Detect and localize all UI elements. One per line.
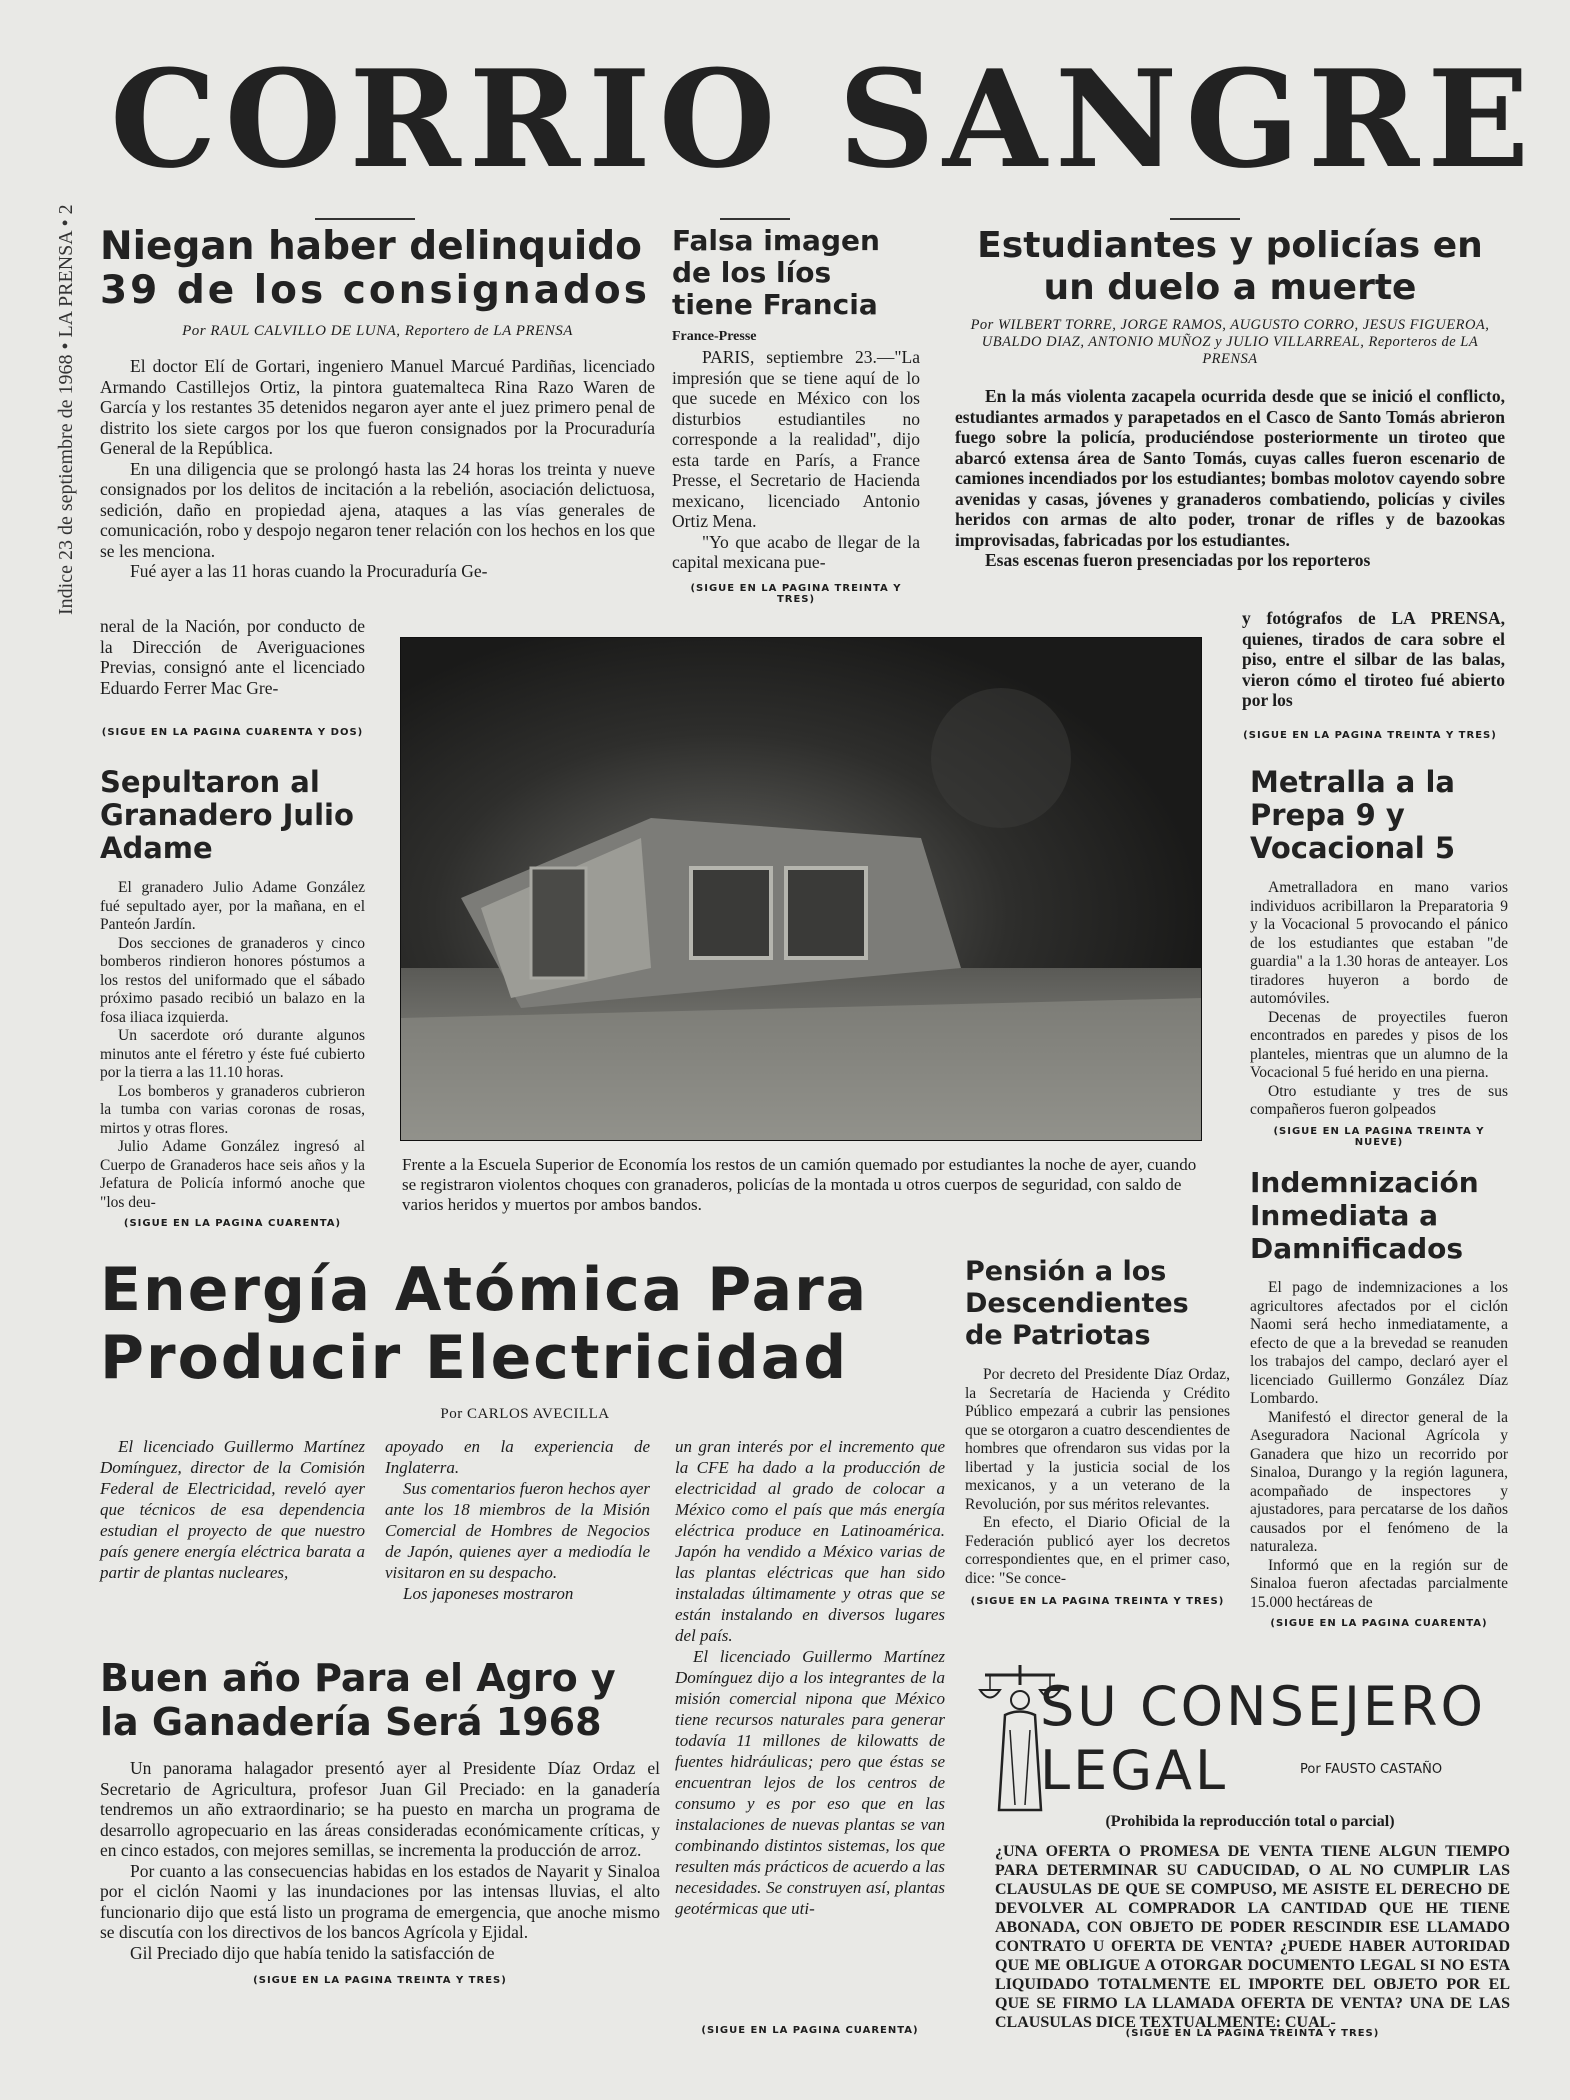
paragraph: Un sacerdote oró durante algunos minutos ante el féretro y éste fué cubierto por la tierra a las 11.10 horas.: [100, 1027, 365, 1081]
paragraph: En la más violenta zacapela ocurrida desde que se inició el conflicto, estudiantes armados y parapetados en el Casco de Santo Tomás abrieron fuego sobre la policía, produciéndose posteriormente un tiroteo que abarcó extensa área de Santo Tomás, cuyas calles fueron escenario de camiones incendiados por los estudiantes; bombas molotov cayendo sobre avenidas y casas, jóvenes y granaderos combatiendo, policías y civiles heridos con armas de alto poder, tronar de rifles y de bazookas improvisadas, fabricadas por los estudiantes.: [955, 386, 1505, 550]
masthead: CORRIO SANGRE: [110, 40, 1538, 198]
paragraph: neral de la Nación, por conducto de la Dirección de Averiguaciones Previas, consignó ante el licenciado Eduardo Ferrer Mac Gre-: [100, 616, 365, 698]
byline: Por RAUL CALVILLO DE LUNA, Reportero de LA PRENSA: [182, 323, 573, 339]
paragraph: PARIS, septiembre 23.—"La impresión que se tiene aquí de lo que sucede en México con los disturbios estudiantiles no corresponde a la realidad", dijo esta tarde en París, a France Presse, el Secretario de Hacienda mexicano, licenciado Antonio Ortiz Mena.: [672, 347, 920, 531]
article-body: [100, 356, 655, 582]
article-body: [1250, 1279, 1508, 1612]
article-pension: [965, 1256, 1230, 1607]
article-energia: [100, 1256, 950, 1392]
continuation-note: (SIGUE EN LA PAGINA CUARENTA Y DOS): [101, 727, 364, 738]
article-energia-col1: [100, 1436, 365, 1583]
headline: 39 de los consignados: [100, 268, 650, 313]
legal-note: (Prohibida la reproducción total o parcial): [1105, 1813, 1395, 1830]
divider: [1170, 218, 1240, 220]
article-body: [100, 879, 365, 1212]
continuation-note: (SIGUE EN LA PAGINA TREINTA Y TRES): [970, 1596, 1225, 1607]
paragraph: Esas escenas fueron presenciadas por los reporteros: [985, 550, 1371, 570]
byline: Por WILBERT TORRE, JORGE RAMOS, AUGUSTO CORRO, JESUS FIGUEROA, UBALDO DIAZ, ANTONIO MUÑOZ y JULIO VILLARREAL, Reporteros de LA PRENSA: [970, 317, 1490, 367]
paragraph: Un panorama halagador presentó ayer al Presidente Díaz Ordaz el Secretario de Agricultura, profesor Juan Gil Preciado: en la ganadería tendremos un año extraordinario; se ha puesto en marcha un programa de desarrollo agropecuario en las áreas consideradas económicamente críticas, y en cinco estados, con mejores semillas, se incrementa la producción de arroz.: [100, 1758, 660, 1860]
headline: Pensión a los Descendientes de Patriotas: [965, 1256, 1189, 1351]
headline: Producir Electricidad: [100, 1323, 849, 1393]
article-falsa-imagen: [672, 225, 920, 605]
headline: Metralla a la Prepa 9 y Vocacional 5: [1250, 765, 1456, 865]
headline: Niegan haber delinquido: [100, 224, 642, 269]
paragraph: En efecto, el Diario Oficial de la Federación publicó ayer los decretos correspondientes que, en el primer caso, dice: "Se conce-: [965, 1514, 1230, 1587]
paragraph: un gran interés por el incremento que la CFE ha dado a la producción de electricidad al grado de colocar a México como el país que más energía eléctrica produce en Latinoamérica. Japón ha vendido a México varias de las plantas eléctricas que han sido instaladas últimamente y otras que se están instalando en diversos lugares del país.: [675, 1437, 945, 1645]
paragraph: apoyado en la experiencia de Inglaterra.: [385, 1437, 650, 1477]
paragraph: El doctor Elí de Gortari, ingeniero Manuel Marcué Pardiñas, licenciado Armando Castillejos Ortiz, la pintora guatemalteca Rina Razo Waren de García y los restantes 35 detenidos negaron ayer ante el juez primero penal de distrito los siete cargos por los que fueron consignados por la Procuraduría General de la República.: [100, 356, 655, 458]
article-niegan-continued: [100, 616, 365, 698]
article-agro: [100, 1656, 660, 1986]
continuation-note: (SIGUE EN LA PAGINA CUARENTA): [701, 2025, 919, 2036]
legal-column-title: SU CONSEJERO: [1040, 1675, 1487, 1738]
article-metralla: [1250, 766, 1508, 1148]
article-sepultaron: [100, 766, 365, 1229]
paragraph: Otro estudiante y tres de sus compañeros fueron golpeados: [1250, 1082, 1508, 1118]
byline: Por CARLOS AVECILLA: [440, 1406, 610, 1422]
article-body: [100, 1758, 660, 1963]
paragraph: y fotógrafos de LA PRENSA, quienes, tirados de cara sobre el piso, entre el silbar de las balas, vieron cómo el tiroteo fué abierto por los: [1242, 608, 1505, 710]
headline: Sepultaron al Granadero Julio Adame: [100, 765, 354, 865]
article-energia-col3: [675, 1436, 945, 1919]
headline: Energía Atómica Para: [100, 1255, 869, 1325]
article-body: [672, 347, 920, 573]
article-body: [955, 386, 1505, 571]
paragraph: Por cuanto a las consecuencias habidas en los estados de Nayarit y Sinaloa por el ciclón Naomi y las inundaciones por las intensas lluvias, el alto funcionario dijo que está listo un programa de emergencia, que anoche mismo se discutía con los directivos de los bancos Agrícola y Ejidal.: [100, 1860, 660, 1942]
article-body: [965, 1366, 1230, 1588]
burned-bus-photo: [400, 637, 1202, 1141]
continuation-note: (SIGUE EN LA PAGINA CUARENTA): [123, 1218, 342, 1229]
paragraph: Julio Adame González ingresó al Cuerpo de Granaderos hace seis años y la Jefatura de Policía informó anoche que "los deu-: [100, 1138, 365, 1211]
article-estudiantes-continued: [1242, 608, 1505, 711]
paragraph: Sus comentarios fueron hechos ayer ante los 18 miembros de la Misión Comercial de Hombres de Negocios de Japón, quienes ayer a mediodía le visitaron en su despacho.: [385, 1479, 650, 1582]
continuation-note: (SIGUE EN LA PAGINA TREINTA Y TRES): [1243, 730, 1497, 741]
legal-author: Por FAUSTO CASTAÑO: [1300, 1762, 1443, 1777]
paragraph: Dos secciones de granaderos y cinco bomberos rindieron honores póstumos a los restos del uniformado que el sábado próximo pasado recibió un balazo en la fosa iliaca izquierda.: [100, 934, 365, 1026]
continuation-note: (SIGUE EN LA PAGINA TREINTA Y TRES): [1125, 2028, 1380, 2039]
legal-question: ¿UNA OFERTA O PROMESA DE VENTA TIENE ALGUN TIEMPO PARA DETERMINAR SU CADUCIDAD, O AL NO CUMPLIR LAS CLAUSULAS DE QUE SE COMPUSO, ME ASISTE EL DERECHO DE DEVOLVER AL COMPRADOR LA CANTIDAD QUE HE TIENE ABONADA, CON OBJETO DE PODER RESCINDIR ESE LLAMADO CONTRATO U OFERTA DE VENTA? ¿PUEDE HABER AUTORIDAD QUE ME OBLIGUE A OTORGAR DOCUMENTO LEGAL SI NO ESTA LIQUIDADO TOTALMENTE EL IMPORTE DEL OBJETO POR EL QUE SE FIRMO LA LLAMADA OFERTA DE VENTA? UNA DE LAS CLAUSULAS DICE TEXTUALMENTE: CUAL-: [995, 1843, 1510, 2031]
article-estudiantes: [955, 225, 1505, 571]
divider: [315, 218, 415, 220]
paragraph: Los japoneses mostraron: [403, 1584, 574, 1603]
paragraph: Manifestó el director general de la Aseguradora Nacional Agrícola y Ganadera que hizo un recorrido por Sinaloa, Durango y la región lagunera, acompañado de inspectores y ajustadores, para percatarse de los daños causados por el fenómeno de la naturaleza.: [1250, 1408, 1508, 1555]
paragraph: Por decreto del Presidente Díaz Ordaz, la Secretaría de Hacienda y Crédito Público empezará a cubrir las pensiones que se otorgaron a cuatro descendientes de hombres que ofrendaron sus vidas por la libertad y la justicia social de los mexicanos, y a un veterano de la Revolución, por sus méritos relevantes.: [965, 1366, 1230, 1513]
article-energia-col2: [385, 1436, 650, 1604]
continuation-note: (SIGUE EN LA PAGINA TREINTA Y TRES): [253, 1975, 507, 1986]
paragraph: Fué ayer a las 11 horas cuando la Procuraduría Ge-: [130, 561, 488, 581]
paragraph: Gil Preciado dijo que había tenido la satisfacción de: [130, 1942, 495, 1963]
paragraph: Ametralladora en mano varios individuos acribillaron la Preparatoria 9 y la Vocacional 5 provocando el pánico de los estudiantes que estaban "de guardia" a la 1.30 horas de anteayer. Los tiradores huyeron a bordo de automóviles.: [1250, 879, 1508, 1007]
headline: Indemnización Inmediata a Damnificados: [1250, 1166, 1479, 1265]
paragraph: "Yo que acabo de llegar de la capital mexicana pue-: [672, 531, 920, 572]
source: France-Presse: [672, 329, 757, 344]
article-indemnizacion: [1250, 1166, 1508, 1629]
continuation-note: (SIGUE EN LA PAGINA TREINTA Y NUEVE): [1273, 1125, 1485, 1148]
photo-caption: Frente a la Escuela Superior de Economía los restos de un camión quemado por estudiantes la noche de ayer, cuando se registraron violentos choques con granaderos, policías de la montada u otros cuerpos de seguridad, con saldo de varios heridos y muertos por ambos bandos.: [402, 1155, 1197, 1214]
legal-column-title: LEGAL: [1040, 1739, 1229, 1802]
continuation-note: (SIGUE EN LA PAGINA TREINTA Y TRES): [690, 582, 902, 605]
paragraph: El licenciado Guillermo Martínez Domínguez, director de la Comisión Federal de Electricidad, reveló ayer que técnicos de esa dependencia estudian el proyecto de que nuestro país genere energía eléctrica barata a partir de plantas nucleares,: [100, 1437, 365, 1582]
headline: Falsa imagen de los líos tiene Francia: [672, 224, 880, 321]
divider: [720, 218, 790, 220]
page-sidebar-label: Indice 23 de septiembre de 1968 • LA PRENSA • 2: [55, 204, 77, 615]
paragraph: Decenas de proyectiles fueron encontrados en paredes y pisos de los planteles, mientras que un alumno de la Vocacional 5 fué herido en una pierna.: [1250, 1008, 1508, 1081]
headline: Estudiantes y policías en un duelo a muerte: [977, 225, 1483, 308]
article-niegan: [100, 225, 655, 582]
paragraph: El granadero Julio Adame González fué sepultado ayer, por la mañana, en el Panteón Jardín.: [100, 879, 365, 933]
paragraph: En una diligencia que se prolongó hasta las 24 horas los treinta y nueve consignados por los delitos de incitación a la rebelión, asociación delictuosa, sedición, daño en propiedad ajena, ataques a las vías generales de comunicación, robo y despojo negaron tener relación con los hechos en los que se les menciona.: [100, 458, 655, 561]
headline: la Ganadería Será 1968: [100, 1700, 602, 1744]
paragraph: El pago de indemnizaciones a los agricultores afectados por el ciclón Naomi será hecho inmediatamente, a efecto de que a la brevedad se reanuden los trabajos del campo, declaró ayer el licenciado Guillermo González Díaz Lombardo.: [1250, 1279, 1508, 1407]
article-body: [1250, 879, 1508, 1120]
paragraph: Informó que en la región sur de Sinaloa fueron afectadas parcialmente 15.000 hectáreas de: [1250, 1556, 1508, 1611]
headline: Buen año Para el Agro y: [100, 1656, 616, 1700]
paragraph: Los bomberos y granaderos cubrieron la tumba con varias coronas de rosas, mirtos y otras flores.: [100, 1082, 365, 1137]
paragraph: El licenciado Guillermo Martínez Domínguez dijo a los integrantes de la misión comercial nipona que México tiene recursos naturales para generar todavía 11 millones de kilowatts de fuentes hidráulicas; pero que éstas se encuentran lejos de los centros de consumo y es por eso que en las instalaciones de nuevas plantas se van combinando distintos sistemas, los que resulten más prácticos de acuerdo a las necesidades. Se construyen así, plantas geotérmicas que uti-: [675, 1647, 945, 1918]
photo-image: [401, 638, 1201, 1140]
continuation-note: (SIGUE EN LA PAGINA CUARENTA): [1270, 1618, 1488, 1629]
